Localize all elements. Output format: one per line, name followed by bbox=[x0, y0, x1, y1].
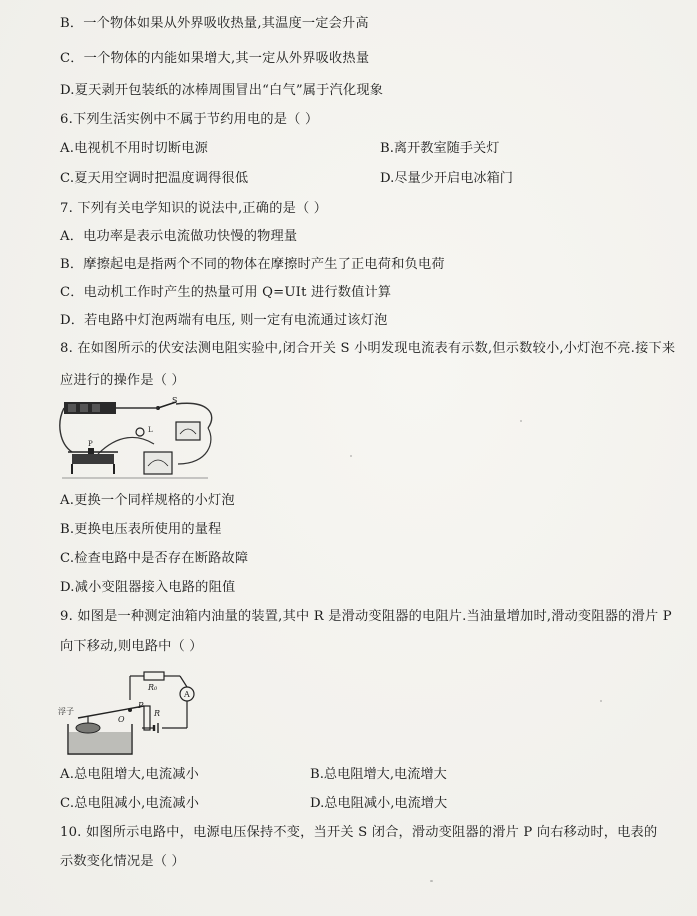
rheostat-body bbox=[72, 454, 114, 464]
ammeter-box bbox=[176, 422, 200, 440]
slider-label: P bbox=[88, 440, 93, 448]
r0-label: R₀ bbox=[148, 683, 158, 692]
scan-speck bbox=[430, 880, 433, 882]
q8-option-b: B.更换电压表所使用的量程 bbox=[60, 522, 222, 537]
p-label: P bbox=[138, 701, 144, 710]
q8-option-d: D.减小变阻器接入电路的阻值 bbox=[60, 580, 236, 595]
switch-label: S bbox=[172, 396, 178, 405]
q9-option-d: D.总电阻减小,电流增大 bbox=[310, 796, 448, 811]
lamp-icon bbox=[136, 428, 144, 436]
q6-stem: 6.下列生活实例中不属于节约用电的是（ ） bbox=[60, 112, 319, 127]
q8-stem-line1: 8. 在如图所示的伏安法测电阻实验中,闭合开关 S 小明发现电流表有示数,但示数较小,小灯泡不亮.接下来 bbox=[60, 341, 676, 356]
q6-option-d: D.尽量少开启电冰箱门 bbox=[380, 171, 513, 186]
q10-stem-line2: 示数变化情况是（ ） bbox=[60, 854, 185, 869]
q9-option-a: A.总电阻增大,电流减小 bbox=[60, 767, 199, 782]
ammeter-label: A bbox=[184, 690, 190, 699]
oil-level bbox=[69, 732, 131, 753]
q6-option-a: A.电视机不用时切断电源 bbox=[60, 141, 208, 156]
resistor-r bbox=[144, 706, 150, 730]
q8-circuit-diagram bbox=[58, 394, 228, 486]
q6-option-c: C.夏天用空调时把温度调得很低 bbox=[60, 171, 249, 186]
q9-stem-line2: 向下移动,则电路中（ ） bbox=[60, 639, 203, 654]
q7-stem: 7. 下列有关电学知识的说法中,正确的是（ ） bbox=[60, 201, 328, 216]
scan-speck bbox=[350, 455, 352, 457]
q8-stem-line2: 应进行的操作是（ ） bbox=[60, 373, 185, 388]
q8-option-a: A.更换一个同样规格的小灯泡 bbox=[60, 493, 235, 508]
q5-option-b: B．一个物体如果从外界吸收热量,其温度一定会升高 bbox=[60, 16, 369, 31]
resistor-r0 bbox=[144, 672, 164, 680]
q8-circuit-figure bbox=[58, 394, 228, 486]
q9-circuit-diagram bbox=[58, 666, 218, 762]
q7-option-b: B．摩擦起电是指两个不同的物体在摩擦时产生了正电荷和负电荷 bbox=[60, 257, 445, 272]
scan-speck bbox=[520, 420, 522, 422]
float-icon bbox=[76, 723, 100, 733]
q9-oil-tank-figure bbox=[58, 666, 218, 762]
pivot-label: O bbox=[118, 715, 125, 724]
voltmeter-box bbox=[144, 452, 172, 474]
q7-option-a: A．电功率是表示电流做功快慢的物理量 bbox=[60, 229, 298, 244]
scan-speck bbox=[600, 700, 602, 702]
q10-stem-line1: 10. 如图所示电路中，电源电压保持不变，当开关 S 闭合，滑动变阻器的滑片 P 向右移动时，电表的 bbox=[60, 825, 658, 840]
q8-option-c: C.检查电路中是否存在断路故障 bbox=[60, 551, 249, 566]
r-label: R bbox=[154, 709, 161, 718]
float-label: 浮子 bbox=[58, 707, 74, 716]
q6-option-b: B.离开教室随手关灯 bbox=[380, 141, 500, 156]
q5-option-c: C．一个物体的内能如果增大,其一定从外界吸收热量 bbox=[60, 51, 370, 66]
lamp-label: L bbox=[148, 426, 153, 434]
q5-option-d: D.夏天剥开包装纸的冰棒周围冒出“白气”属于汽化现象 bbox=[60, 83, 384, 98]
q9-stem-line1: 9. 如图是一种测定油箱内油量的装置,其中 R 是滑动变阻器的电阻片.当油量增加时,滑动变阻器的滑片 P bbox=[60, 609, 672, 624]
q9-option-c: C.总电阻减小,电流减小 bbox=[60, 796, 200, 811]
q7-option-d: D．若电路中灯泡两端有电压, 则一定有电流通过该灯泡 bbox=[60, 313, 388, 328]
q7-option-c: C．电动机工作时产生的热量可用 Q=UIt 进行数值计算 bbox=[60, 285, 392, 300]
q9-option-b: B.总电阻增大,电流增大 bbox=[310, 767, 447, 782]
